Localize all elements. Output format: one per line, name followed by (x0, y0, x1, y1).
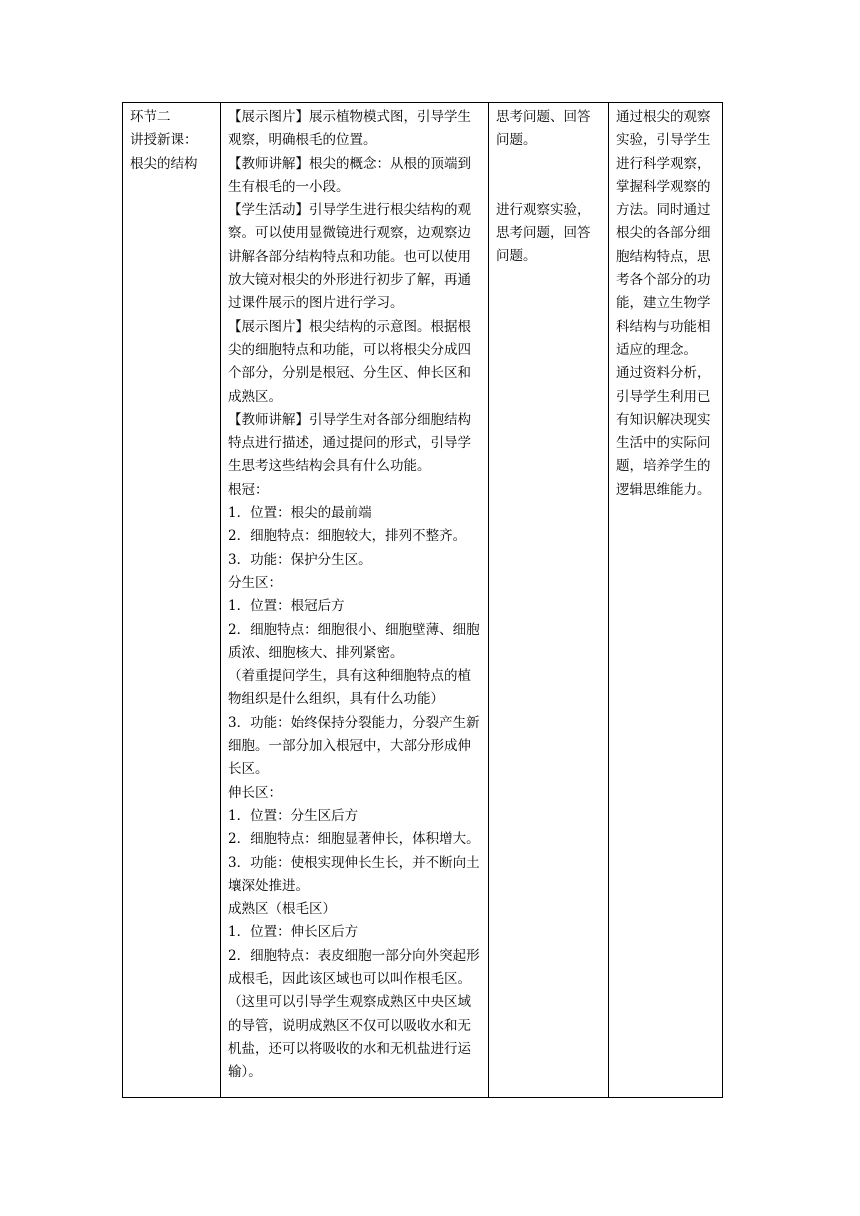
teacher-paragraph: 1．位置：伸长区后方 (228, 924, 359, 941)
stage-cell (123, 103, 221, 1098)
teacher-paragraph: 【展示图片】展示植物模式图，引导学生观察，明确根毛的位置。 (228, 109, 471, 149)
teacher-paragraph: 分生区： (228, 574, 282, 591)
teacher-paragraph: （着重提问学生，具有这种细胞特点的植物组织是什么组织，具有什么功能） (228, 668, 471, 708)
lesson-plan-table (122, 102, 723, 1098)
teacher-paragraph: 3．功能：使根实现伸长生长，并不断向土壤深处推进。 (228, 854, 480, 894)
teacher-paragraph: 3．功能：始终保持分裂能力，分裂产生新细胞。一部分加入根冠中，大部分形成伸长区。 (228, 714, 480, 778)
teacher-paragraph: 1．位置：根冠后方 (228, 598, 345, 615)
teacher-paragraph: 【教师讲解】引导学生对各部分细胞结构特点进行描述，通过提问的形式，引导学生思考这些结构会具有什么功能。 (228, 411, 471, 475)
teacher-paragraph: 【教师讲解】根尖的概念：从根的顶端到生有根毛的一小段。 (228, 155, 471, 195)
teacher-paragraph: 2．细胞特点：表皮细胞一部分向外突起形成根毛，因此该区域也可以叫作根毛区。（这里可以引导学生观察成熟区中央区域的导管，说明成熟区不仅可以吸收水和无机盐，还可以将吸收的水和无机盐进行运输）。 (228, 947, 480, 1081)
student-activity-part: 思考问题、回答问题。 (496, 109, 591, 149)
teacher-paragraph: 2．细胞特点：细胞较大，排列不整齐。 (228, 528, 467, 545)
design-intent-paragraph: 通过资料分析，引导学生利用已有知识解决现实生活中的实际问题，培养学生的逻辑思维能力。 (616, 365, 711, 498)
design-intent-cell (609, 103, 723, 1098)
student-activity-cell (489, 103, 609, 1098)
teacher-paragraph: 根冠： (228, 481, 269, 498)
teacher-paragraph: 3．功能：保护分生区。 (228, 551, 372, 568)
stage-line: 环节二 (130, 109, 171, 125)
teacher-paragraph: 【学生活动】引导学生进行根尖结构的观察。可以使用显微镜进行观察，边观察边讲解各部分结构特点和功能。也可以使用放大镜对根尖的外形进行初步了解，再通过课件展示的图片进行学习。 (228, 202, 471, 312)
teacher-paragraph: 2．细胞特点：细胞很小、细胞壁薄、细胞质浓、细胞核大、排列紧密。 (228, 621, 480, 661)
stage-line: 根尖的结构 (130, 155, 198, 172)
teacher-paragraph: 伸长区： (228, 784, 282, 801)
teacher-activity-cell (221, 103, 489, 1098)
design-intent-paragraph: 通过根尖的观察实验，引导学生进行科学观察，掌握科学观察的方法。同时通过根尖的各部分细胞结构特点，思考各个部分的功能，建立生物学科结构与功能相适应的理念。 (616, 109, 711, 358)
stage-line: 讲授新课： (130, 132, 198, 149)
teacher-paragraph: 成熟区（根毛区） (228, 901, 336, 918)
teacher-paragraph: 2．细胞特点：细胞显著伸长，体积增大。 (228, 831, 480, 848)
teacher-paragraph: 【展示图片】根尖结构的示意图。根据根尖的细胞特点和功能，可以将根尖分成四个部分，分别是根冠、分生区、伸长区和成熟区。 (228, 318, 471, 405)
teacher-paragraph: 1．位置：根尖的最前端 (228, 505, 372, 522)
cell-spacer (496, 153, 602, 199)
table-row (123, 103, 723, 1098)
student-activity-part: 进行观察实验，思考问题，回答问题。 (496, 201, 591, 265)
teacher-paragraph: 1．位置：分生区后方 (228, 807, 359, 824)
